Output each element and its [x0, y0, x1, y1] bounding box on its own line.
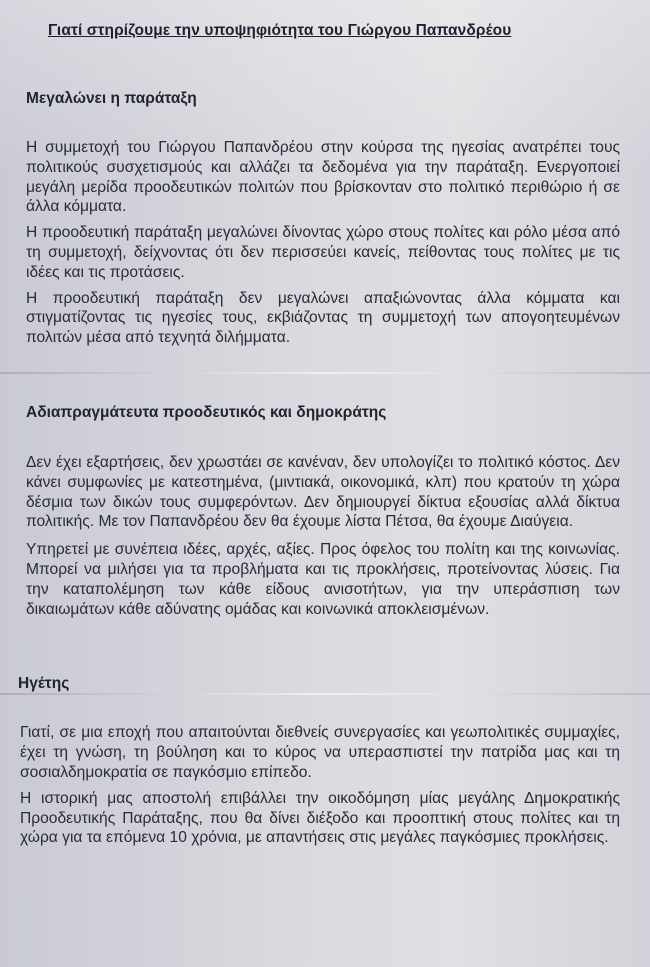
section-heading: Μεγαλώνει η παράταξη	[26, 90, 197, 107]
paragraph: Η προοδευτική παράταξη δεν μεγαλώνει απαξιώνοντας άλλα κόμματα και στιγματίζοντας τις ηγεσίες τους, εκβιάζοντας τη συμμετοχή των απογοητευμένων πολιτών μέσα από τεχνητά διλήμματα.	[26, 289, 620, 347]
paragraph: Δεν έχει εξαρτήσεις, δεν χρωστάει σε κανέναν, δεν υπολογίζει το πολιτικό κόστος. Δεν κάνει συμφωνίες με κατεστημένα, (μιντιακά, οικονομικά, κλπ) που κρατούν τη χώρα δέσμια των δικών τους συμφερόντων. Δεν δημιουργεί δίκτυα εξουσίας αλλά δίκτυα πολιτικής. Με τον Παπανδρέου δεν θα έχουμε λίστα Πέτσα, θα έχουμε Διαύγεια.	[26, 453, 620, 531]
paragraph: Υπηρετεί με συνέπεια ιδέες, αρχές, αξίες. Προς όφελος του πολίτη και της κοινωνίας. Μπορεί να μιλήσει για τα προβλήματα και τις προκλήσεις, προτείνοντας λύσεις. Για την καταπολέμηση των κάθε είδους ανισοτήτων, για την υπεράσπιση των δικαιωμάτων κάθε αδύνατης ομάδας και κοινωνικά αποκλεισμένων.	[26, 541, 620, 618]
paragraph: Η προοδευτική παράταξη μεγαλώνει δίνοντας χώρο στους πολίτες και ρόλο μέσα από τη συμμετοχή, δείχνοντας ότι δεν περισσεύει κανείς, πείθοντας τους πολίτες με τις ιδέες και τις προτάσεις.	[26, 224, 620, 281]
section-party-growth	[26, 90, 620, 348]
paper-fold	[0, 372, 650, 374]
section-progressive-democrat	[26, 404, 620, 619]
paragraph: Η ιστορική μας αποστολή επιβάλλει την οικοδόμηση μίας μεγάλης Δημοκρατικής Προοδευτικής Παράταξης, που θα δίνει διέξοδο και προοπτική στους πολίτες και τη χώρα για τα επόμενα 10 χρόνια, με απαντήσεις στις μεγάλες παγκόσμιες προκλήσεις.	[20, 789, 620, 847]
paragraph: Γιατί, σε μια εποχή που απαιτούνται διεθνείς συνεργασίες και γεωπολιτικές συμμαχίες, έχει τη γνώση, τη βούληση και το κύρος να υπερασπιστεί την πατρίδα μας και τη σοσιαλδημοκρατία σε παγκόσμιο επίπεδο.	[20, 724, 620, 781]
section-heading: Αδιαπραγμάτευτα προοδευτικός και δημοκράτης	[26, 403, 387, 421]
section-leader	[18, 675, 620, 848]
paragraph: Η συμμετοχή του Γιώργου Παπανδρέου στην κούρσα της ηγεσίας ανατρέπει τους πολιτικούς συσχετισμούς και αλλάζει τα δεδομένα για την παράταξη. Ενεργοποιεί μεγάλη μερίδα προοδευτικών πολιτών που βρίσκονταν στο πολιτικό περιθώριο ή σε άλλα κόμματα.	[26, 139, 620, 216]
document-title: Γιατί στηρίζουμε την υποψηφιότητα του Γιώργου Παπανδρέου	[48, 22, 512, 39]
section-heading: Ηγέτης	[18, 675, 70, 693]
